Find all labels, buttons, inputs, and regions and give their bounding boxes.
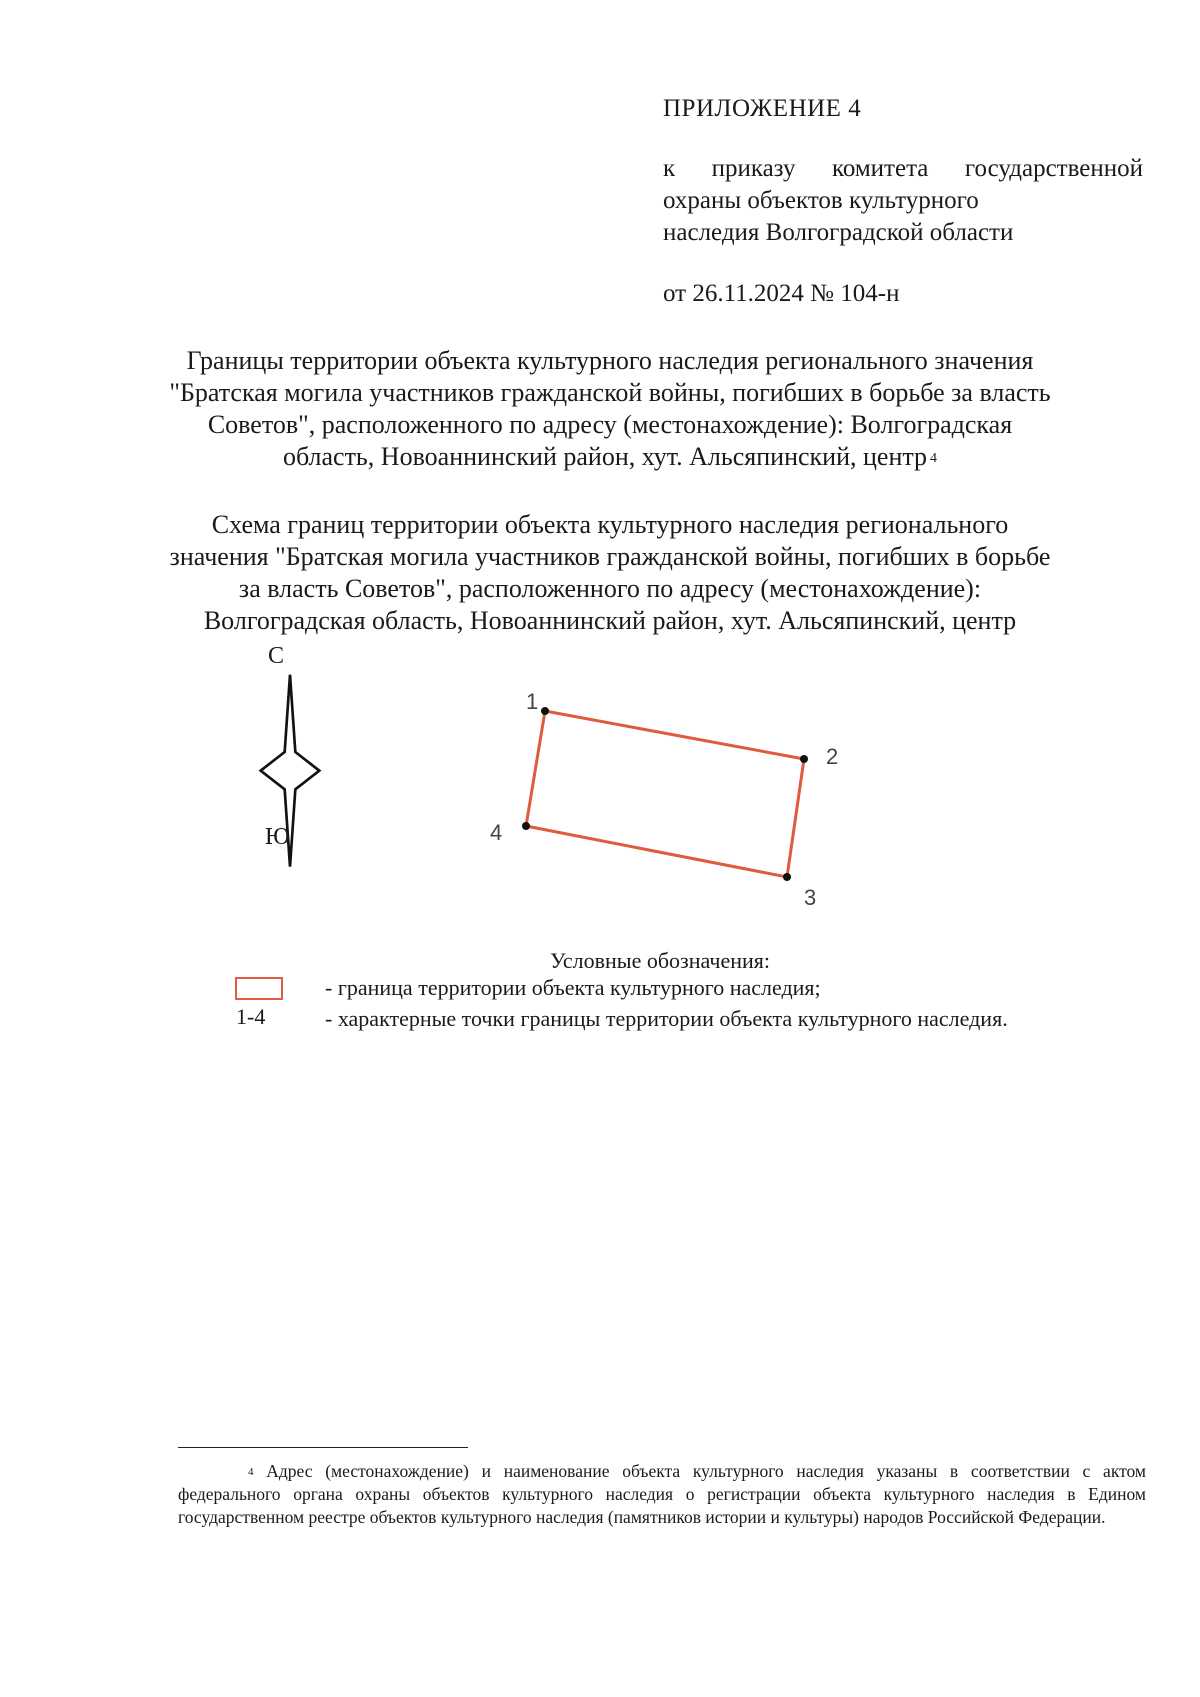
legend-boundary-swatch <box>235 977 283 1000</box>
compass-north-label: С <box>268 643 285 669</box>
appendix-order-reference <box>663 153 1143 249</box>
appendix-line: к приказу комитета государственной <box>663 155 1143 182</box>
boundary-point-4 <box>522 822 530 830</box>
document-heading <box>150 345 1070 473</box>
boundary-point-3 <box>783 873 791 881</box>
appendix-date: от 26.11.2024 № 104-н <box>663 280 900 307</box>
schema-title <box>150 509 1070 637</box>
compass-south-label: Ю <box>265 824 290 850</box>
footnote-text: Адрес (местонахождение) и наименование объекта культурного наследия указаны в соответствии с актом федерального органа охраны объектов культурного наследия о регистрации объекта культурного наследия в Едином государственном реестре объектов культурного наследия (памятников истории и культуры) народов Российской Федерации. <box>178 1461 1146 1527</box>
boundary-point-1 <box>541 707 549 715</box>
appendix-line: наследия Волгоградской области <box>663 219 1014 246</box>
boundary-map <box>470 680 870 920</box>
schema-line: за власть Советов", расположенного по адресу (местонахождение): <box>238 574 982 603</box>
boundary-point-2 <box>800 755 808 763</box>
point-label-2: 2 <box>826 744 839 769</box>
heading-line: Советов", расположенного по адресу (местонахождение): Волгоградская <box>207 410 1013 439</box>
territory-boundary <box>526 711 804 877</box>
point-label-3: 3 <box>804 885 817 910</box>
compass-rose-icon <box>250 672 330 872</box>
schema-line: Волгоградская область, Новоаннинский район, хут. Альсяпинский, центр <box>203 606 1017 635</box>
point-label-4: 4 <box>490 820 503 845</box>
footnote-reference: 4 <box>930 451 938 466</box>
footnote-divider <box>178 1447 468 1448</box>
appendix-line: охраны объектов культурного <box>663 187 979 214</box>
appendix-title: ПРИЛОЖЕНИЕ 4 <box>663 95 862 122</box>
legend-points-text: - характерные точки границы территории объекта культурного наследия. <box>325 1006 1008 1031</box>
heading-line: область, Новоаннинский район, хут. Альсяпинский, центр <box>282 442 928 471</box>
heading-line: "Братская могила участников гражданской войны, погибших в борьбе за власть <box>169 378 1051 407</box>
heading-line: Границы территории объекта культурного наследия регионального значения <box>186 346 1034 375</box>
legend-points-code: 1-4 <box>236 1004 266 1029</box>
footnote-mark: 4 <box>248 1466 254 1478</box>
footnote <box>178 1460 1146 1529</box>
point-label-1: 1 <box>526 689 539 714</box>
schema-line: значения "Братская могила участников гражданской войны, погибших в борьбе <box>169 542 1051 571</box>
schema-line: Схема границ территории объекта культурного наследия регионального <box>211 510 1009 539</box>
heading-line-last <box>150 441 1070 473</box>
legend-title: Условные обозначения: <box>549 948 771 973</box>
legend-boundary-text: - граница территории объекта культурного наследия; <box>325 975 821 1000</box>
